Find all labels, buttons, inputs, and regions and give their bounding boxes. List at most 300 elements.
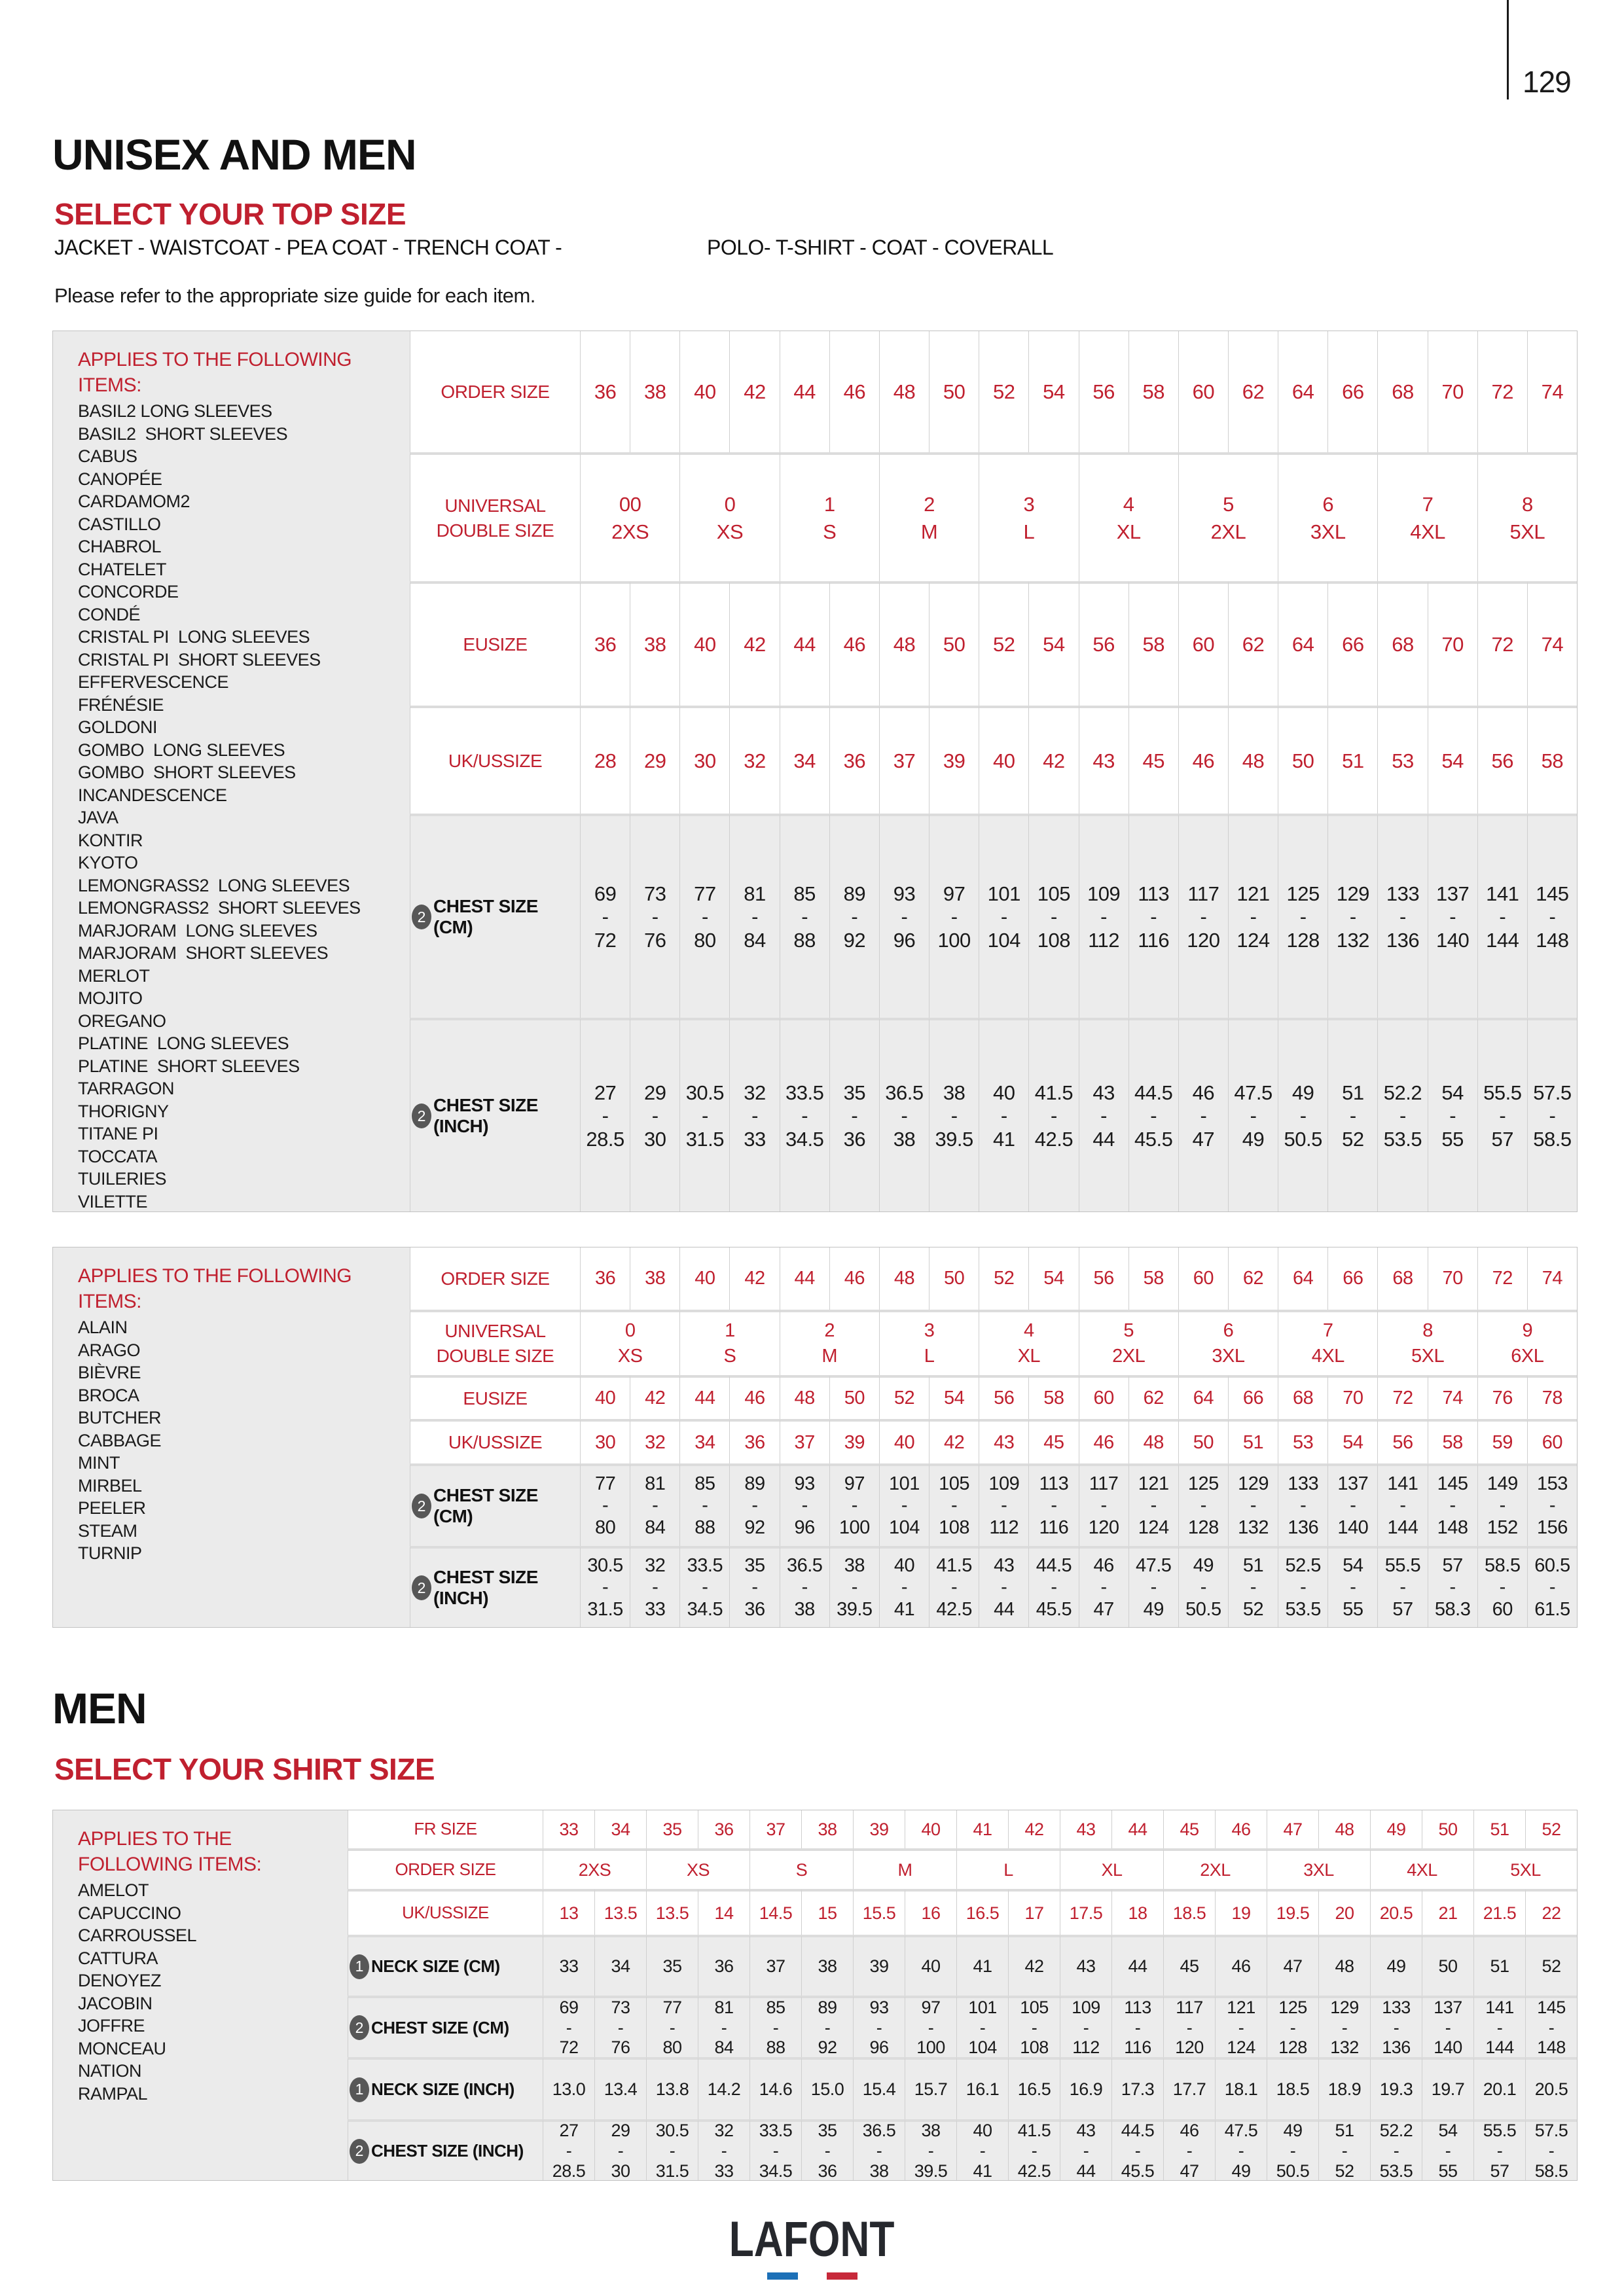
chest-size-inch-value: 54 - 55 [1428,1018,1477,1211]
uk-ussize-value: 45 [1028,1419,1078,1463]
universal-double-size-value: 4 XL [1079,452,1178,581]
order-size-value: 56 [1079,1247,1128,1310]
item-name: BASIL2 SHORT SLEEVES [78,423,288,444]
chest-size-cm-value: 145 - 148 [1428,1463,1477,1546]
fr-size-value: 34 [594,1810,646,1848]
neck-size-inch-label [348,2057,543,2119]
item-name: OREGANO [78,1011,166,1031]
universal-double-size-value: 5 2XL [1178,452,1278,581]
chest-size-cm-value: 81 - 84 [729,814,779,1018]
order-size-value: 54 [1028,331,1078,452]
chest-size-cm-label [410,1463,580,1546]
chest-size-inch-value: 41.5 - 42.5 [1028,1018,1078,1211]
chest-size-cm-value: 125 - 128 [1267,1996,1318,2057]
chest-size-cm-value: 137 - 140 [1428,814,1477,1018]
uk-ussize-value: 58 [1527,706,1577,814]
size-table-men-shirt-size [52,1810,1578,2181]
chest-size-inch-value: 47.5 - 49 [1228,1018,1278,1211]
neck-size-inch-value: 18.1 [1215,2057,1267,2119]
chest-size-cm-value: 109 - 112 [979,1463,1028,1546]
chest-size-inch-value: 40 - 41 [979,1018,1028,1211]
neck-size-cm-value: 40 [905,1935,956,1996]
eusize-value: 40 [679,581,729,706]
chest-size-inch-value: 44.5 - 45.5 [1028,1546,1078,1627]
uk-ussize-value: 51 [1327,706,1377,814]
uk-ussize-value: 39 [929,706,979,814]
chest-size-inch-value: 54 - 55 [1422,2119,1473,2180]
uk-ussize-value: 13.5 [646,1889,698,1935]
neck-size-inch-value: 18.9 [1318,2057,1370,2119]
order-size-value: 58 [1128,331,1178,452]
number-2-badge-icon: 2 [350,2139,369,2164]
chest-size-inch-value: 33.5 - 34.5 [749,2119,801,2180]
item-name: CABBAGE [78,1430,162,1450]
universal-double-size-value: 8 5XL [1477,452,1577,581]
eusize-value: 54 [1028,581,1078,706]
chest-size-inch-value: 52.2 - 53.5 [1377,1018,1427,1211]
flag-blue-bar [767,2272,798,2280]
fr-size-value: 35 [646,1810,698,1848]
uk-ussize-label: UK/USSIZE [410,1419,580,1463]
chest-size-cm-value: 141 - 144 [1377,1463,1427,1546]
chest-size-cm-value: 69 - 72 [580,814,630,1018]
uk-ussize-value: 46 [1079,1419,1128,1463]
eusize-label: EUSIZE [410,581,580,706]
uk-ussize-value: 45 [1128,706,1178,814]
chest-size-cm-value: 149 - 152 [1477,1463,1527,1546]
chest-size-cm-value: 113 - 116 [1128,814,1178,1018]
eusize-value: 56 [1079,581,1128,706]
chest-size-cm-value: 105 - 108 [1008,1996,1060,2057]
order-size-value: L [956,1848,1060,1889]
eusize-value: 52 [879,1375,929,1419]
order-size-value: 38 [630,331,679,452]
order-size-value: 48 [879,1247,929,1310]
eusize-value: 74 [1428,1375,1477,1419]
item-name: EFFERVESCENCE [78,672,229,692]
eusize-value: 68 [1278,1375,1327,1419]
fr-size-value: 43 [1060,1810,1111,1848]
order-size-value: 44 [780,1247,829,1310]
neck-size-inch-value: 17.7 [1163,2057,1215,2119]
universal-double-size-value: 0 XS [580,1310,679,1375]
chest-size-inch-value: 51 - 52 [1327,1018,1377,1211]
neck-size-inch-value: 20.1 [1473,2057,1525,2119]
order-size-value: 68 [1377,331,1427,452]
item-name: MARJORAM SHORT SLEEVES [78,943,329,963]
uk-ussize-value: 18 [1111,1889,1163,1935]
chest-size-cm-value: 129 - 132 [1228,1463,1278,1546]
universal-double-size-value: 6 3XL [1278,452,1377,581]
chest-size-inch-value: 33.5 - 34.5 [780,1018,829,1211]
order-size-label: ORDER SIZE [410,331,580,452]
neck-size-inch-value: 15.4 [853,2057,905,2119]
chest-size-inch-value: 60.5 - 61.5 [1527,1546,1577,1627]
uk-ussize-value: 15.5 [853,1889,905,1935]
uk-ussize-value: 20.5 [1370,1889,1422,1935]
chest-size-cm-value: 125 - 128 [1178,1463,1228,1546]
universal-double-size-value: 4 XL [979,1310,1078,1375]
uk-ussize-value: 16.5 [956,1889,1008,1935]
eusize-value: 48 [879,581,929,706]
item-name: PLATINE LONG SLEEVES [78,1033,289,1053]
order-size-value: 64 [1278,1247,1327,1310]
chest-size-inch-value: 55.5 - 57 [1377,1546,1427,1627]
applies-items-list [53,331,410,1211]
chest-size-inch-value: 40 - 41 [956,2119,1008,2180]
uk-ussize-label: UK/USSIZE [348,1889,543,1935]
uk-ussize-value: 43 [979,1419,1028,1463]
uk-ussize-value: 34 [780,706,829,814]
eusize-value: 58 [1028,1375,1078,1419]
chest-size-inch-value: 27 - 28.5 [543,2119,594,2180]
item-name: CASTILLO [78,514,161,534]
eusize-value: 64 [1278,581,1327,706]
item-name: GOLDONI [78,717,158,737]
item-name: TOCCATA [78,1146,158,1166]
order-size-value: 50 [929,1247,979,1310]
chest-size-cm-value: 133 - 136 [1370,1996,1422,2057]
chest-size-inch-value: 57.5 - 58.5 [1525,2119,1577,2180]
chest-size-inch-value: 46 - 47 [1163,2119,1215,2180]
chest-size-cm-value: 137 - 140 [1327,1463,1377,1546]
chest-size-inch-value: 43 - 44 [1060,2119,1111,2180]
page-number: 129 [1523,65,1571,99]
eusize-value: 58 [1128,581,1178,706]
size-table-unisex-men-top-size-2 [52,1247,1578,1628]
neck-size-inch-value: 20.5 [1525,2057,1577,2119]
chest-size-inch-value: 51 - 52 [1228,1546,1278,1627]
neck-size-inch-value: 13.4 [594,2057,646,2119]
chest-size-inch-value: 47.5 - 49 [1128,1546,1178,1627]
neck-size-inch-value: 16.5 [1008,2057,1060,2119]
item-name: JAVA [78,808,118,827]
order-size-value: 54 [1028,1247,1078,1310]
uk-ussize-value: 48 [1128,1419,1178,1463]
fr-size-value: 45 [1163,1810,1215,1848]
chest-size-cm-value: 85 - 88 [780,814,829,1018]
chest-size-inch-value: 49 - 50.5 [1267,2119,1318,2180]
order-size-value: 68 [1377,1247,1427,1310]
fr-size-value: 39 [853,1810,905,1848]
chest-size-inch-label [410,1018,580,1211]
chest-size-cm-value: 145 - 148 [1527,814,1577,1018]
chest-size-cm-value: 117 - 120 [1163,1996,1215,2057]
neck-size-cm-value: 51 [1473,1935,1525,1996]
uk-ussize-value: 54 [1327,1419,1377,1463]
applies-items-list [53,1810,348,2180]
uk-ussize-value: 30 [580,1419,630,1463]
chest-size-inch-value: 54 - 55 [1327,1546,1377,1627]
order-size-value: 3XL [1267,1848,1370,1889]
item-name: GOMBO LONG SLEEVES [78,740,285,760]
top-size-subtitle: SELECT YOUR TOP SIZE [54,197,406,231]
uk-ussize-value: 37 [879,706,929,814]
eusize-value: 44 [679,1375,729,1419]
chest-size-cm-value: 117 - 120 [1178,814,1228,1018]
item-name: CONDÉ [78,604,141,624]
chest-size-inch-value: 40 - 41 [879,1546,929,1627]
chest-size-inch-value: 29 - 30 [594,2119,646,2180]
chest-size-inch-value: 52.5 - 53.5 [1278,1546,1327,1627]
item-name: CHABROL [78,537,162,556]
order-size-value: 72 [1477,1247,1527,1310]
item-name: TURNIP [78,1543,142,1563]
item-name: MINT [78,1453,120,1473]
order-size-value: 52 [979,331,1028,452]
uk-ussize-value: 48 [1228,706,1278,814]
applies-header: APPLIES TO THE FOLLOWING ITEMS: [78,349,352,396]
uk-ussize-value: 34 [679,1419,729,1463]
order-size-value: 58 [1128,1247,1178,1310]
fr-size-value: 49 [1370,1810,1422,1848]
neck-size-inch-label-text: NECK SIZE (INCH) [371,2079,514,2099]
uk-ussize-value: 56 [1477,706,1527,814]
chest-size-inch-value: 27 - 28.5 [580,1018,630,1211]
chest-size-inch-value: 58.5 - 60 [1477,1546,1527,1627]
item-name: NATION [78,2061,141,2081]
chest-size-cm-value: 89 - 92 [801,1996,853,2057]
universal-double-size-value: 6 3XL [1178,1310,1278,1375]
eusize-value: 62 [1228,581,1278,706]
neck-size-cm-value: 50 [1422,1935,1473,1996]
chest-size-inch-value: 41.5 - 42.5 [929,1546,979,1627]
neck-size-cm-value: 36 [698,1935,749,1996]
fr-size-value: 51 [1473,1810,1525,1848]
order-size-value: 2XS [543,1848,646,1889]
item-name: CABUS [78,446,137,466]
item-name: CHATELET [78,559,167,579]
neck-size-cm-value: 46 [1215,1935,1267,1996]
order-size-value: 60 [1178,1247,1228,1310]
chest-size-cm-value: 93 - 96 [780,1463,829,1546]
chest-size-cm-value: 141 - 144 [1473,1996,1525,2057]
shirt-size-subtitle: SELECT YOUR SHIRT SIZE [54,1752,435,1786]
chest-size-inch-value: 57 - 58.3 [1428,1546,1477,1627]
fr-size-label: FR SIZE [348,1810,543,1848]
chest-size-cm-value: 113 - 116 [1028,1463,1078,1546]
fr-size-value: 48 [1318,1810,1370,1848]
neck-size-inch-value: 19.7 [1422,2057,1473,2119]
neck-size-cm-value: 47 [1267,1935,1318,1996]
uk-ussize-value: 19.5 [1267,1889,1318,1935]
fr-size-value: 40 [905,1810,956,1848]
uk-ussize-value: 32 [729,706,779,814]
fr-size-value: 33 [543,1810,594,1848]
chest-size-cm-value: 93 - 96 [879,814,929,1018]
item-name: PEELER [78,1498,146,1518]
page-corner-rule [1507,0,1509,99]
uk-ussize-value: 53 [1377,706,1427,814]
uk-ussize-value: 40 [979,706,1028,814]
chest-size-cm-value: 89 - 92 [829,814,879,1018]
eusize-value: 66 [1327,581,1377,706]
uk-ussize-value: 36 [829,706,879,814]
order-size-value: XL [1060,1848,1163,1889]
universal-double-size-value: 7 4XL [1278,1310,1377,1375]
uk-ussize-value: 21.5 [1473,1889,1525,1935]
item-name: CRISTAL PI LONG SLEEVES [78,627,310,647]
neck-size-inch-value: 16.1 [956,2057,1008,2119]
neck-size-cm-value: 34 [594,1935,646,1996]
chest-size-inch-label [348,2119,543,2180]
fr-size-value: 47 [1267,1810,1318,1848]
applies-header: APPLIES TO THE FOLLOWING ITEMS: [78,1828,262,1875]
order-size-value: M [853,1848,956,1889]
uk-ussize-value: 51 [1228,1419,1278,1463]
number-1-badge-icon: 1 [350,2077,369,2102]
neck-size-inch-value: 19.3 [1370,2057,1422,2119]
number-2-badge-icon: 2 [412,1575,431,1600]
chest-size-inch-value: 55.5 - 57 [1473,2119,1525,2180]
chest-size-inch-value: 35 - 36 [829,1018,879,1211]
number-2-badge-icon: 2 [350,2015,369,2040]
universal-double-size-value: 3 L [879,1310,979,1375]
neck-size-cm-value: 41 [956,1935,1008,1996]
item-name: DENOYEZ [78,1971,162,1990]
chest-size-cm-value: 101 - 104 [879,1463,929,1546]
uk-ussize-value: 14 [698,1889,749,1935]
item-name: FRÉNÉSIE [78,694,164,715]
uk-ussize-value: 28 [580,706,630,814]
fr-size-value: 50 [1422,1810,1473,1848]
uk-ussize-value: 50 [1278,706,1327,814]
chest-size-inch-value: 51 - 52 [1318,2119,1370,2180]
neck-size-cm-value: 45 [1163,1935,1215,1996]
item-name: INCANDESCENCE [78,785,227,805]
item-name: TARRAGON [78,1079,175,1098]
uk-ussize-value: 50 [1178,1419,1228,1463]
fr-size-value: 38 [801,1810,853,1848]
chest-size-inch-value: 35 - 36 [729,1546,779,1627]
item-name: CATTURA [78,1948,158,1968]
category-list-right: POLO- T-SHIRT - COAT - COVERALL [707,236,1054,259]
uk-ussize-value: 14.5 [749,1889,801,1935]
order-size-value: 42 [729,1247,779,1310]
item-name: TUILERIES [78,1169,167,1189]
order-size-value: 42 [729,331,779,452]
eusize-value: 40 [580,1375,630,1419]
neck-size-cm-value: 44 [1111,1935,1163,1996]
item-name: JACOBIN [78,1993,153,2013]
item-name: THORIGNY [78,1101,169,1121]
chest-size-inch-label-text: CHEST SIZE (INCH) [371,2141,524,2161]
eusize-value: 38 [630,581,679,706]
chest-size-inch-value: 32 - 33 [630,1546,679,1627]
neck-size-cm-value: 48 [1318,1935,1370,1996]
chest-size-cm-value: 121 - 124 [1128,1463,1178,1546]
eusize-value: 42 [630,1375,679,1419]
uk-ussize-value: 30 [679,706,729,814]
neck-size-inch-value: 18.5 [1267,2057,1318,2119]
item-name: ALAIN [78,1318,128,1337]
chest-size-inch-value: 38 - 39.5 [829,1546,879,1627]
item-name: BROCA [78,1385,139,1405]
uk-ussize-value: 18.5 [1163,1889,1215,1935]
eusize-value: 50 [929,581,979,706]
chest-size-inch-value: 38 - 39.5 [905,2119,956,2180]
lafont-logo [0,2211,1624,2280]
eusize-value: 70 [1428,581,1477,706]
uk-ussize-value: 39 [829,1419,879,1463]
eusize-value: 72 [1477,581,1527,706]
item-name: GOMBO SHORT SLEEVES [78,762,296,782]
eusize-value: 66 [1228,1375,1278,1419]
uk-ussize-value: 32 [630,1419,679,1463]
chest-size-inch-value: 43 - 44 [979,1546,1028,1627]
item-name: CONCORDE [78,582,179,601]
men-section-title: MEN [52,1684,147,1732]
neck-size-cm-label [348,1935,543,1996]
item-name: CARDAMOM2 [78,492,190,511]
chest-size-cm-value: 97 - 100 [905,1996,956,2057]
neck-size-cm-value: 39 [853,1935,905,1996]
order-size-value: 64 [1278,331,1327,452]
item-name: MOJITO [78,988,143,1008]
item-name: STEAM [78,1520,137,1541]
uk-ussize-value: 16 [905,1889,956,1935]
chest-size-cm-label-text: CHEST SIZE (CM) [433,1485,538,1526]
uk-ussize-value: 43 [1079,706,1128,814]
neck-size-cm-value: 33 [543,1935,594,1996]
number-2-badge-icon: 2 [412,1494,431,1518]
chest-size-cm-value: 101 - 104 [979,814,1028,1018]
uk-ussize-value: 19 [1215,1889,1267,1935]
neck-size-cm-value: 43 [1060,1935,1111,1996]
uk-ussize-value: 46 [1178,706,1228,814]
chest-size-cm-value: 133 - 136 [1377,814,1427,1018]
chest-size-cm-value: 109 - 112 [1079,814,1128,1018]
uk-ussize-label: UK/USSIZE [410,706,580,814]
chest-size-cm-value: 105 - 108 [929,1463,979,1546]
item-name: BUTCHER [78,1408,162,1427]
chest-size-inch-label-text: CHEST SIZE (INCH) [433,1095,538,1136]
item-name: RAMPAL [78,2083,148,2104]
chest-size-cm-value: 121 - 124 [1228,814,1278,1018]
eusize-value: 60 [1178,581,1228,706]
neck-size-inch-value: 15.0 [801,2057,853,2119]
neck-size-cm-label-text: NECK SIZE (CM) [371,1956,500,1976]
item-name: LEMONGRASS2 LONG SLEEVES [78,875,350,895]
fr-size-value: 46 [1215,1810,1267,1848]
universal-double-size-value: 0 XS [679,452,779,581]
order-size-value: 60 [1178,331,1228,452]
applies-header: APPLIES TO THE FOLLOWING ITEMS: [78,1265,352,1312]
uk-ussize-value: 20 [1318,1889,1370,1935]
item-name: LEMONGRASS2 SHORT SLEEVES [78,898,361,918]
chest-size-inch-value: 36.5 - 38 [853,2119,905,2180]
order-size-value: 52 [979,1247,1028,1310]
chest-size-cm-value: 73 - 76 [594,1996,646,2057]
order-size-value: 46 [829,331,879,452]
eusize-value: 42 [729,581,779,706]
chest-size-cm-value: 81 - 84 [698,1996,749,2057]
eusize-value: 56 [979,1375,1028,1419]
chest-size-cm-value: 121 - 124 [1215,1996,1267,2057]
french-flag-icon [767,2272,857,2280]
uk-ussize-value: 15 [801,1889,853,1935]
number-2-badge-icon: 2 [412,1103,431,1128]
eusize-value: 76 [1477,1375,1527,1419]
order-size-value: 62 [1228,1247,1278,1310]
eusize-value: 72 [1377,1375,1427,1419]
eusize-value: 36 [580,581,630,706]
uk-ussize-value: 60 [1527,1419,1577,1463]
order-size-label: ORDER SIZE [410,1247,580,1310]
chest-size-inch-value: 41.5 - 42.5 [1008,2119,1060,2180]
neck-size-inch-value: 14.2 [698,2057,749,2119]
chest-size-inch-value: 38 - 39.5 [929,1018,979,1211]
